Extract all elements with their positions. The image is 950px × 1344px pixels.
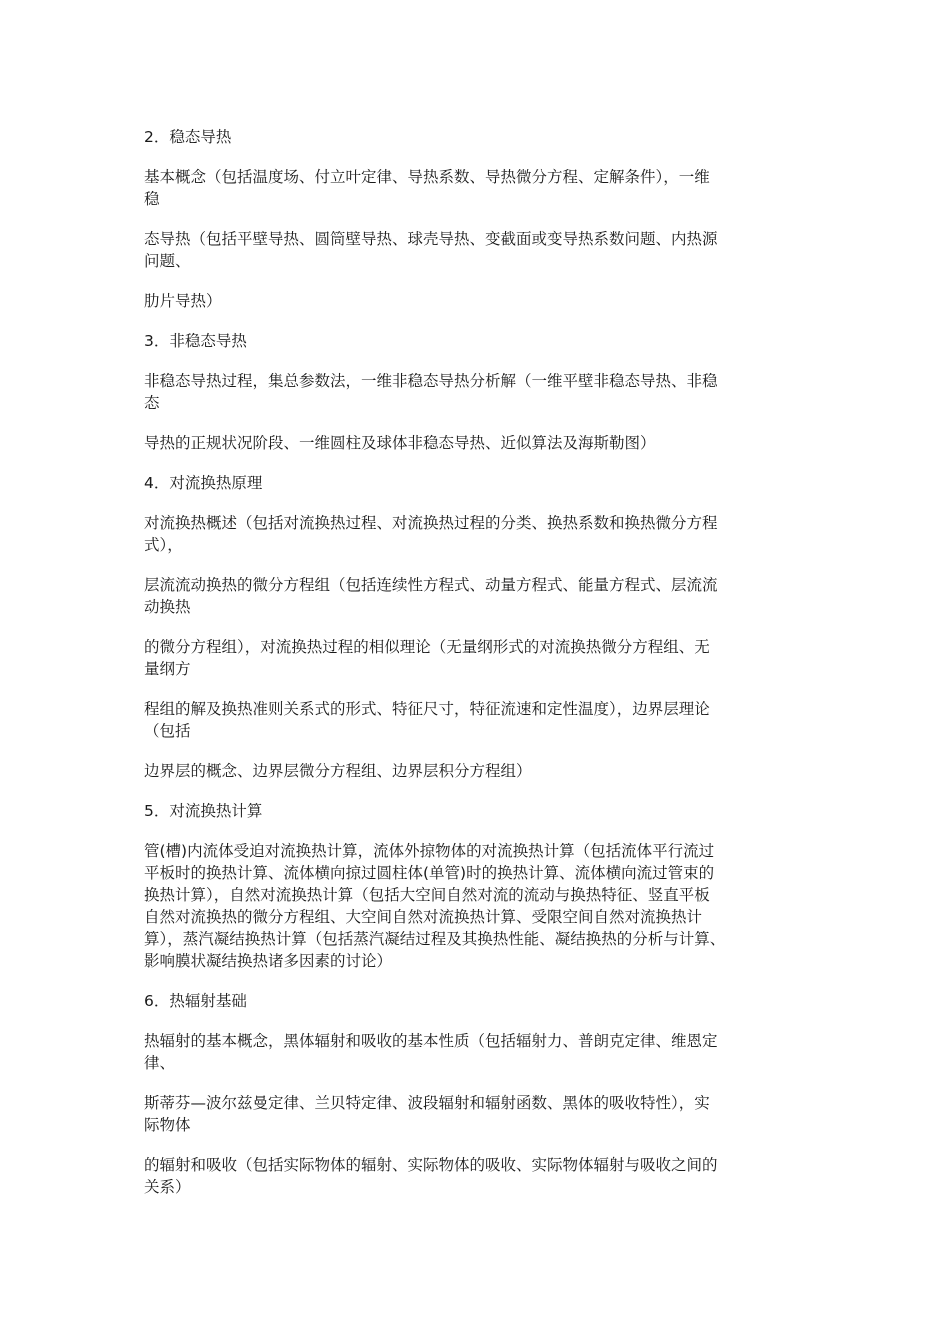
paragraph: 的辐射和吸收（包括实际物体的辐射、实际物体的吸收、实际物体辐射与吸收之间的 关系）: [144, 1156, 718, 1196]
section-heading: 6．热辐射基础: [144, 992, 247, 1010]
paragraph: 边界层的概念、边界层微分方程组、边界层积分方程组）: [144, 762, 532, 780]
section-heading: 3．非稳态导热: [144, 332, 247, 350]
paragraph: 层流流动换热的微分方程组（包括连续性方程式、动量方程式、能量方程式、层流流 动换热: [144, 576, 718, 616]
paragraph: 的微分方程组），对流换热过程的相似理论（无量纲形式的对流换热微分方程组、无 量纲方: [144, 638, 710, 678]
paragraph: 导热的正规状况阶段、一维圆柱及球体非稳态导热、近似算法及海斯勒图）: [144, 434, 656, 452]
section-heading: 2．稳态导热: [144, 128, 232, 146]
paragraph: 程组的解及换热准则关系式的形式、特征尺寸，特征流速和定性温度），边界层理论 （包括: [144, 700, 710, 740]
section-heading: 4．对流换热原理: [144, 474, 263, 492]
paragraph: 对流换热概述（包括对流换热过程、对流换热过程的分类、换热系数和换热微分方程 式），: [144, 514, 718, 554]
paragraph: 斯蒂芬—波尔兹曼定律、兰贝特定律、波段辐射和辐射函数、黑体的吸收特性），实 际物体: [144, 1094, 710, 1134]
paragraph: 肋片导热）: [144, 292, 222, 310]
section-heading: 5．对流换热计算: [144, 802, 263, 820]
paragraph: 态导热（包括平壁导热、圆筒壁导热、球壳导热、变截面或变导热系数问题、内热源 问题、: [144, 230, 718, 270]
paragraph: 非稳态导热过程，集总参数法，一维非稳态导热分析解（一维平壁非稳态导热、非稳 态: [144, 372, 718, 412]
paragraph: 热辐射的基本概念，黑体辐射和吸收的基本性质（包括辐射力、普朗克定律、维恩定 律、: [144, 1032, 718, 1072]
paragraph: 管(槽)内流体受迫对流换热计算，流体外掠物体的对流换热计算（包括流体平行流过 平板时的换热计算、流体横向掠过圆柱体(单管)时的换热计算、流体横向流过管束的 换热计算），自然对流换热计算（包括大空间自然对流的流动与换热特征、竖直平板 自然对流换热的微分方程组、大空间自然对流换热计算、受限空间自然对流换热计 算），蒸汽凝结换热计算（包括蒸汽凝结过程及其换热性能、凝结换热的分析与计算、 影响膜状凝结换热诸多因素的讨论）: [144, 842, 726, 970]
paragraph: 基本概念（包括温度场、付立叶定律、导热系数、导热微分方程、定解条件），一维 稳: [144, 168, 710, 208]
document-body: [144, 126, 804, 1198]
